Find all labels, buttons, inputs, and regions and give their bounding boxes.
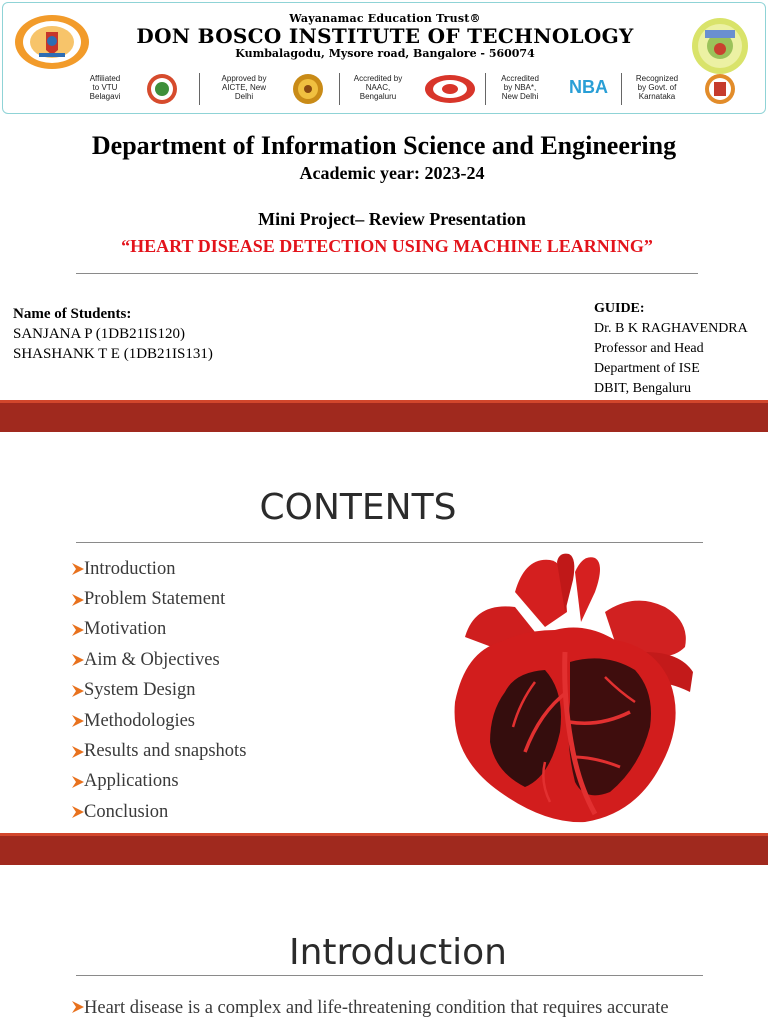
contents-item-label: Introduction bbox=[84, 558, 176, 579]
arrow-bullet-icon bbox=[72, 775, 84, 789]
accr-text: Accredited bbox=[501, 74, 539, 83]
nba-logo: NBA bbox=[569, 77, 608, 97]
contents-item-label: Aim & Objectives bbox=[84, 649, 220, 670]
contents-item-label: Problem Statement bbox=[84, 589, 226, 610]
accr-text: AICTE, New bbox=[221, 83, 266, 92]
contents-item-label: Applications bbox=[84, 771, 179, 792]
vtu-affiliation bbox=[77, 74, 133, 101]
naac-accreditation bbox=[343, 74, 413, 101]
accr-text: Bengaluru bbox=[359, 92, 397, 101]
arrow-bullet-icon bbox=[72, 745, 84, 759]
karnataka-seal-logo bbox=[685, 17, 755, 75]
introduction-title: Introduction bbox=[288, 932, 507, 973]
accr-text: NAAC, bbox=[365, 83, 391, 92]
vtu-logo bbox=[141, 73, 183, 105]
divider bbox=[76, 975, 703, 976]
arrow-bullet-icon bbox=[72, 562, 84, 576]
accr-text: Affiliated bbox=[89, 74, 121, 83]
contents-item-label: Methodologies bbox=[84, 710, 195, 731]
nba-accreditation bbox=[489, 74, 551, 101]
contents-item-label: Conclusion bbox=[84, 801, 169, 822]
accr-text: by NBA*, bbox=[503, 83, 537, 92]
divider bbox=[76, 273, 698, 274]
anatomical-heart-image bbox=[445, 552, 697, 827]
slide-separator-bar bbox=[0, 400, 768, 432]
department-title: Department of Information Science and Engineering bbox=[91, 131, 677, 160]
accr-text: Accredited by bbox=[353, 74, 403, 83]
accr-text: Recognized bbox=[635, 74, 679, 83]
introduction-paragraph bbox=[72, 996, 704, 1020]
introduction-text: Heart disease is a complex and life-threatening condition that requires accurate bbox=[84, 998, 669, 1018]
arrow-bullet-icon bbox=[72, 593, 84, 607]
contents-item bbox=[72, 767, 246, 797]
slide-separator-bar bbox=[0, 833, 768, 865]
accr-text: Belagavi bbox=[89, 92, 121, 101]
arrow-bullet-icon bbox=[72, 623, 84, 637]
accr-text: by Govt. of bbox=[637, 83, 677, 92]
contents-item bbox=[72, 584, 246, 614]
divider bbox=[76, 542, 703, 543]
arrow-bullet-icon bbox=[72, 653, 84, 667]
contents-item bbox=[72, 736, 246, 766]
contents-item bbox=[72, 797, 246, 827]
trust-name: Wayanamac Education Trust® bbox=[289, 12, 481, 25]
student-name: SANJANA P (1DB21IS120) bbox=[13, 326, 185, 342]
contents-item-label: System Design bbox=[84, 680, 196, 701]
divider bbox=[621, 73, 622, 105]
accr-text: Delhi bbox=[234, 92, 254, 101]
students-block bbox=[13, 304, 213, 364]
arrow-bullet-icon bbox=[72, 684, 84, 698]
institute-banner bbox=[2, 2, 766, 114]
guide-institution: DBIT, Bengaluru bbox=[594, 381, 691, 396]
guide-department: Department of ISE bbox=[594, 361, 700, 376]
naac-logo bbox=[423, 73, 477, 105]
contents-item-label: Results and snapshots bbox=[84, 741, 247, 762]
contents-item bbox=[72, 676, 246, 706]
aicte-logo bbox=[285, 73, 331, 105]
guide-designation: Professor and Head bbox=[594, 341, 704, 356]
guide-block bbox=[594, 299, 748, 399]
academic-year: Academic year: 2023-24 bbox=[299, 163, 485, 183]
accr-text: Approved by bbox=[221, 74, 267, 83]
contents-item bbox=[72, 615, 246, 645]
institute-address: Kumbalagodu, Mysore road, Bangalore - 560074 bbox=[235, 47, 535, 60]
student-name: SHASHANK T E (1DB21IS131) bbox=[13, 346, 213, 362]
guide-heading: GUIDE: bbox=[594, 301, 645, 316]
institute-name: DON BOSCO INSTITUTE OF TECHNOLOGY bbox=[136, 24, 634, 48]
aicte-approval bbox=[209, 74, 279, 101]
accr-text: to VTU bbox=[92, 83, 118, 92]
presentation-subtitle: Mini Project– Review Presentation bbox=[258, 209, 526, 229]
students-heading: Name of Students: bbox=[13, 306, 132, 322]
contents-item bbox=[72, 554, 246, 584]
karnataka-govt-logo bbox=[699, 73, 741, 105]
guide-name: Dr. B K RAGHAVENDRA bbox=[594, 321, 748, 336]
contents-item bbox=[72, 645, 246, 675]
accr-text: New Delhi bbox=[501, 92, 539, 101]
contents-list bbox=[72, 554, 246, 858]
govt-recognition bbox=[627, 74, 687, 101]
contents-item-label: Motivation bbox=[84, 619, 167, 640]
project-title: “HEART DISEASE DETECTION USING MACHINE LEARNING” bbox=[121, 236, 653, 256]
divider bbox=[485, 73, 486, 105]
arrow-bullet-icon bbox=[72, 805, 84, 819]
contents-title: CONTENTS bbox=[259, 487, 457, 528]
arrow-bullet-icon bbox=[72, 1000, 84, 1014]
accr-text: Karnataka bbox=[638, 92, 676, 101]
divider bbox=[339, 73, 340, 105]
divider bbox=[199, 73, 200, 105]
arrow-bullet-icon bbox=[72, 714, 84, 728]
contents-item bbox=[72, 706, 246, 736]
